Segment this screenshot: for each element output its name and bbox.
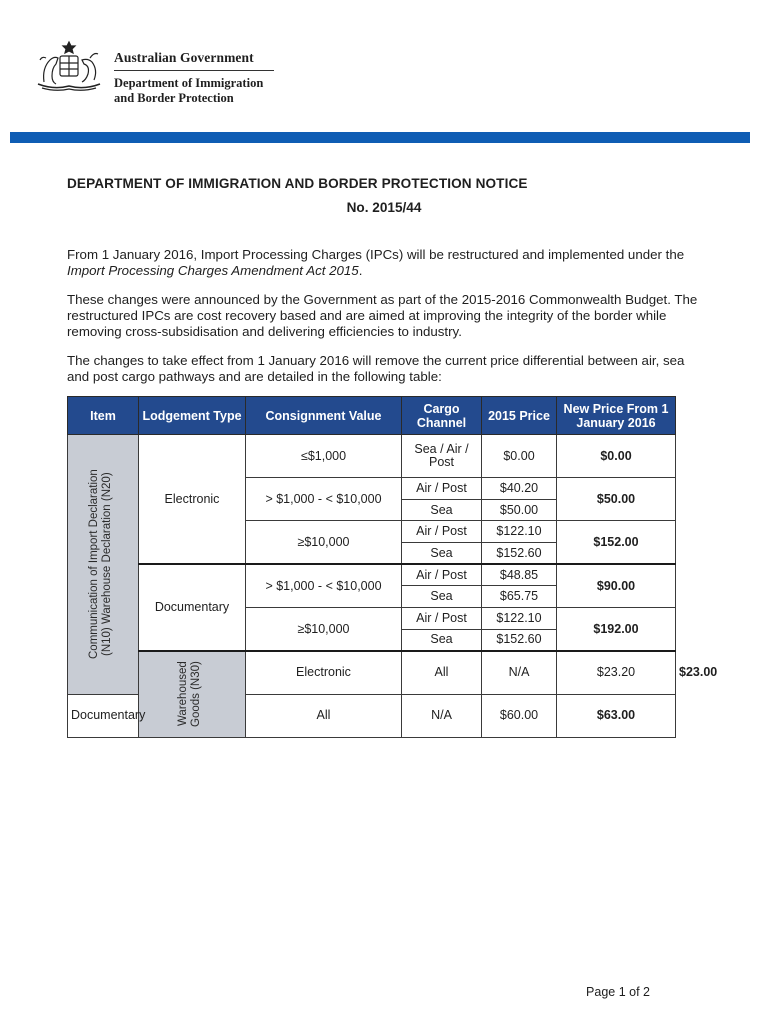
header-band [10,132,750,143]
new-price-cell: $0.00 [557,435,676,478]
item-n10-n20-label: Communication of Import Declaration (N10) Warehouse Declaration (N20) [88,469,113,660]
new-price-cell: $192.00 [557,608,676,651]
table-row [68,435,676,478]
header-consignment-value: Consignment Value [246,397,402,435]
cargo-channel-cell: Sea [402,499,482,521]
letterhead-divider [114,70,274,71]
page-number: Page 1 of 2 [586,985,650,999]
paragraph-intro [67,247,707,279]
item-n10-n20 [68,435,139,695]
notice-number: No. 2015/44 [346,200,422,215]
consignment-value-cell: > $1,000 - < $10,000 [246,564,402,607]
lodgement-electronic: Electronic [139,435,246,565]
price-2015-cell: $48.85 [482,564,557,586]
lodgement-documentary-n30: Documentary [68,694,139,737]
cargo-channel-cell: N/A [402,694,482,737]
paragraph-budget: These changes were announced by the Government as part of the 2015-2016 Commonwealth Budget. The restructured IPCs are cost recovery based and are aimed at improving the integrity of the border while removing cross-subsidisation and delivering efficiencies to industry. [67,292,698,339]
cargo-channel-cell: Air / Post [402,521,482,543]
cargo-channel-cell: Air / Post [402,478,482,500]
cargo-channel-cell: Sea [402,629,482,651]
consignment-value-cell: ≤$1,000 [246,435,402,478]
cargo-channel-cell: Sea [402,586,482,608]
new-price-cell: $152.00 [557,521,676,564]
new-price-cell: $90.00 [557,564,676,607]
header-lodgement-type: Lodgement Type [139,397,246,435]
department-name-line1: Department of Immigration [114,76,264,90]
table-header-row [68,397,676,435]
header-new-price: New Price From 1 January 2016 [557,397,676,435]
consignment-value-cell: All [246,694,402,737]
price-2015-cell: $50.00 [482,499,557,521]
header-cargo-channel: Cargo Channel [402,397,482,435]
lodgement-electronic-n30: Electronic [246,651,402,694]
paragraph-intro-start: From 1 January 2016, Import Processing Charges (IPCs) will be restructured and implemented under the [67,247,685,262]
table-row [68,564,676,586]
cargo-channel-cell: Air / Post [402,564,482,586]
notice-title: DEPARTMENT OF IMMIGRATION AND BORDER PROTECTION NOTICE [67,176,528,191]
ipc-price-table [67,396,718,738]
item-n30 [139,651,246,737]
coat-of-arms-icon [32,36,106,96]
act-name: Import Processing Charges Amendment Act 2015 [67,263,359,278]
price-2015-cell: $122.10 [482,521,557,543]
cargo-channel-cell: N/A [482,651,557,694]
consignment-value-cell: > $1,000 - < $10,000 [246,478,402,521]
price-2015-cell: $0.00 [482,435,557,478]
lodgement-documentary: Documentary [139,564,246,651]
paragraph-intro-end: . [358,263,363,278]
cargo-channel-cell: Air / Post [402,608,482,630]
table-row: Warehoused Goods (N30) Electronic All N/A $23.20 $23.00 [68,651,676,694]
item-n30-label: Warehoused Goods (N30) [177,661,202,728]
cargo-channel-cell: Sea / Air / Post [402,435,482,478]
consignment-value-cell: ≥$10,000 [246,521,402,564]
cargo-channel-cell: Sea [402,543,482,565]
department-name-line2: and Border Protection [114,91,234,105]
price-2015-cell: $23.20 [557,651,676,694]
price-2015-cell: $65.75 [482,586,557,608]
paragraph-changes: The changes to take effect from 1 January 2016 will remove the current price differential between air, sea and post cargo pathways and are detailed in the following table: [67,353,685,384]
price-2015-cell: $152.60 [482,543,557,565]
consignment-value-cell: All [402,651,482,694]
price-2015-cell: $152.60 [482,629,557,651]
letterhead-text [114,36,274,106]
header-2015-price: 2015 Price [482,397,557,435]
letterhead [32,36,274,106]
header-item: Item [68,397,139,435]
consignment-value-cell: ≥$10,000 [246,608,402,651]
price-2015-cell: $60.00 [482,694,557,737]
government-name: Australian Government [114,50,254,65]
price-2015-cell: $122.10 [482,608,557,630]
new-price-cell: $63.00 [557,694,676,737]
new-price-cell: $50.00 [557,478,676,521]
price-2015-cell: $40.20 [482,478,557,500]
